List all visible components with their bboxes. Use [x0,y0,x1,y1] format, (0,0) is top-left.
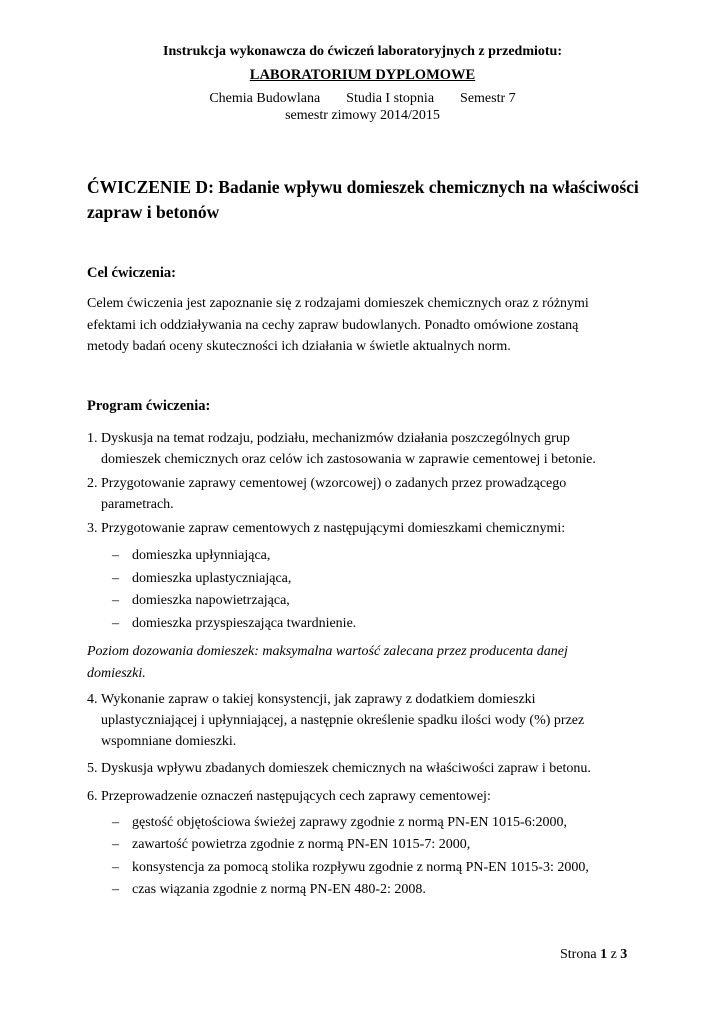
program-heading: Program ćwiczenia: [87,398,211,414]
item-number: 2. [87,476,98,491]
dash-bullet: – [112,616,119,631]
item-number: 5. [87,761,98,776]
admixture-item: domieszka napowietrzająca, [132,593,290,608]
test-item: czas wiązania zgodnie z normą PN-EN 480-2: 2008. [132,882,426,897]
note-line: domieszki. [87,665,146,681]
program-item [87,786,647,807]
page-number [560,947,627,963]
item-line: Dyskusja wpływu zbadanych domieszek chemicznych na właściwości zapraw i betonu. [101,761,591,776]
item-number: 1. [87,431,98,446]
admixture-list [112,546,612,636]
total-pages: 3 [620,947,628,962]
dash-bullet: – [112,593,119,608]
item-line: uplastyczniającej i upłynniającej, a następnie określenie spadku ilości wody (%) przez [101,713,585,728]
goal-paragraph [87,293,647,358]
item-line: wspomniane domieszki. [101,734,237,749]
program-item [87,518,647,539]
header-line-3 [0,91,725,107]
item-line: Wykonanie zapraw o takiej konsystencji, jak zaprawy z dodatkiem domieszki [101,692,536,707]
header-line-1: Instrukcja wykonawcza do ćwiczeń laboratoryjnych z przedmiotu: [163,44,562,59]
admixture-item: domieszka uplastyczniająca, [132,571,292,586]
semester-number: Semestr 7 [460,91,516,106]
test-item: gęstość objętościowa świeżej zaprawy zgodnie z normą PN-EN 1015-6:2000, [132,815,568,830]
goal-heading: Cel ćwiczenia: [87,265,176,281]
item-line: Przygotowanie zaprawy cementowej (wzorcowej) o zadanych przez prowadzącego [101,476,567,491]
course-title: LABORATORIUM DYPLOMOWE [249,67,476,83]
dash-bullet: – [112,837,119,852]
studies-level: Studia I stopnia [346,91,435,106]
program-item [87,758,647,779]
test-list [112,813,652,903]
exercise-title: ĆWICZENIE D: Badanie wpływu domieszek chemicznych na właściwości zapraw i betonów [87,177,639,222]
term: semestr zimowy 2014/2015 [285,108,440,123]
item-line: Przeprowadzenie oznaczeń następujących cech zaprawy cementowej: [101,789,491,804]
dosage-note [87,641,647,684]
item-number: 4. [87,692,98,707]
dash-bullet: – [112,571,119,586]
dash-bullet: – [112,860,119,875]
page-label: Strona [560,947,597,962]
program-item [87,428,647,470]
dash-bullet: – [112,548,119,563]
item-number: 6. [87,789,98,804]
item-number: 3. [87,521,98,536]
goal-line: efektami ich oddziaływania na cechy zapraw budowlanych. Ponadto omówione zostaną [87,317,579,333]
item-line: parametrach. [101,497,174,512]
test-item: konsystencja za pomocą stolika rozpływu zgodnie z normą PN-EN 1015-3: 2000, [132,860,589,875]
admixture-item: domieszka upłynniająca, [132,548,271,563]
current-page: 1 [600,947,608,962]
item-line: Dyskusja na temat rodzaju, podziału, mechanizmów działania poszczególnych grup [101,431,570,446]
dash-bullet: – [112,882,119,897]
item-line: Przygotowanie zapraw cementowych z następującymi domieszkami chemicznymi: [101,521,566,536]
test-item: zawartość powietrza zgodnie z normą PN-EN 1015-7: 2000, [132,837,471,852]
program-item [87,689,647,752]
admixture-item: domieszka przyspieszająca twardnienie. [132,616,357,631]
header-line-2 [0,67,725,84]
goal-line: metody badań oceny skuteczności ich działania w świetle aktualnych norm. [87,339,511,354]
item-line: domieszek chemicznych oraz celów ich zastosowania w zaprawie cementowej i betonie. [101,452,596,467]
page-of: z [610,947,617,962]
dash-bullet: – [112,815,119,830]
goal-line: Celem ćwiczenia jest zapoznanie się z rodzajami domieszek chemicznych oraz z różnymi [87,296,589,311]
subject-name: Chemia Budowlana [209,91,321,106]
note-line: Poziom dozowania domieszek: maksymalna wartość zalecana przez producenta danej [87,644,568,659]
program-item [87,473,647,515]
